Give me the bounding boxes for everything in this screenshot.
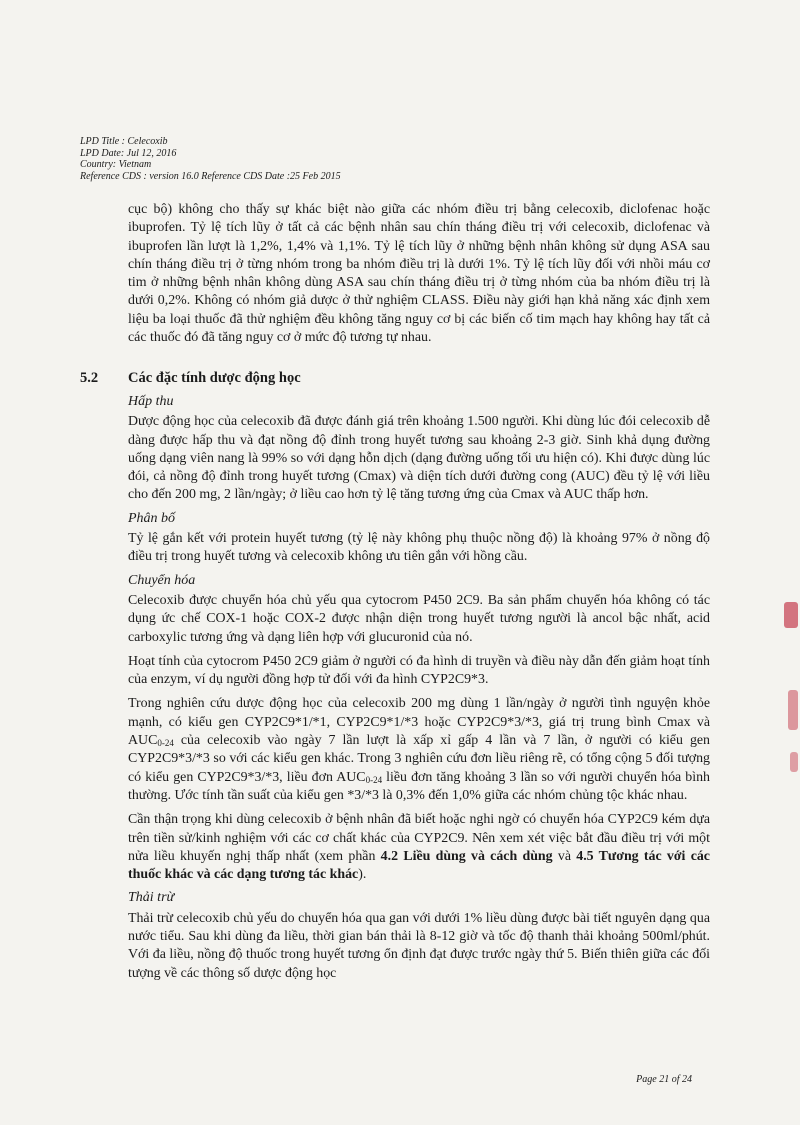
metabolism-paragraph-2: Hoạt tính của cytocrom P450 2C9 giảm ở người có đa hình di truyền và điều này dẫn đến giảm hoạt tính của enzym, ví dụ người đồng hợp tử đối với đa hình CYP2C9*3. xyxy=(128,653,710,688)
country: Country: Vietnam xyxy=(80,159,152,170)
body-main xyxy=(128,393,710,983)
body-upper xyxy=(128,201,710,347)
absorption-heading: Hấp thu xyxy=(128,394,174,409)
red-stamp-fragment-3 xyxy=(790,752,798,772)
cross-reference-4-2: 4.2 Liều dùng và cách dùng xyxy=(380,848,553,864)
page-number: Page 21 of 24 xyxy=(636,1074,692,1085)
metabolism-heading: Chuyển hóa xyxy=(128,572,196,588)
document-header xyxy=(80,136,480,182)
reference-cds: Reference CDS : version 16.0 Reference CDS Date :25 Feb 2015 xyxy=(80,170,341,182)
distribution-heading: Phân bố xyxy=(128,510,176,526)
lpd-title: LPD Title : Celecoxib xyxy=(80,136,168,147)
lpd-date: LPD Date: Jul 12, 2016 xyxy=(80,147,177,159)
metabolism-paragraph-3: Trong nghiên cứu dược động học của celecoxib 200 mg dùng 1 lần/ngày ở người tình nguyện khỏe mạnh, có kiểu gen CYP2C9*1/*1, CYP2C9*1/*3 hoặc CYP2C9*3/*3, giá trị trung bình Cmax và $AUC_{0-24}$ của celecoxib vào ngày 7 lần lượt là xấp xỉ gấp 4 lần và 7 lần, ở người có kiểu gen CYP2C9*3/*3 so với các kiểu gen khác. Trong 3 nghiên cứu đơn liều riêng rẽ, có tổng cộng 5 đối tượng có kiểu gen CYP2C9*3/*3, liều đơn $AUC_{0-24}$ liều đơn tăng khoảng 3 lần so với người chuyển hóa bình thường. Ước tính tần suất của kiểu gen *3/*3 là 0,3% đến 1,0% giữa các nhóm chủng tộc khác nhau. xyxy=(128,696,710,803)
intro-paragraph: cục bộ) không cho thấy sự khác biệt nào giữa các nhóm điều trị bằng celecoxib, diclofenac hoặc ibuprofen. Tỷ lệ tích lũy ở tất cả các bệnh nhân sau chín tháng điều trị với celecoxib, diclofenac và ibuprofen lần lượt là 1,2%, 1,4% và 1,1%. Tỷ lệ tích lũy ở những bệnh nhân không sử dụng ASA sau chín tháng điều trị ở từng nhóm trong ba nhóm điều trị là dưới 1%. Tỷ lệ tích lũy đối với nhồi máu cơ tim ở những bệnh nhân không dùng ASA sau chín tháng điều trị ở từng nhóm của ba nhóm điều trị là dưới 0,2%. Không có nhóm giả dược ở thử nghiệm CLASS. Điều này giới hạn khả năng xác định xem liệu ba loại thuốc đã thử nghiệm đều không tăng nguy cơ bị các biến cố tim mạch hay không hay tất cả các thuốc đó đã tăng nguy cơ ở mức độ tương tự nhau. xyxy=(128,202,710,346)
metabolism-paragraph-1: Celecoxib được chuyển hóa chủ yếu qua cytocrom P450 2C9. Ba sản phẩm chuyển hóa không có tác dụng ức chế COX-1 hoặc COX-2 được nhận diện trong huyết tương người là ancol bậc nhất, acid carboxylic tương ứng và dạng liên hợp với glucuronid của nó. xyxy=(128,592,710,645)
section-title: Các đặc tính dược động học xyxy=(128,370,301,386)
cross-reference-4-5: 4.5 Tương tác với các thuốc khác và các dạng tương tác khác xyxy=(128,848,710,883)
elimination-text: Thải trừ celecoxib chủ yếu do chuyển hóa qua gan với dưới 1% liều dùng được bài tiết nguyên dạng qua nước tiểu. Sau khi dùng đa liều, thời gian bán thải là 8-12 giờ và tốc độ thanh thải khoảng 500ml/phút. Với đa liều, nồng độ thuốc trong huyết tương ổn định đạt được trước ngày thứ 5. Biến thiên giữa các đối tượng về các thông số dược động học xyxy=(128,910,710,981)
absorption-text: Dược động học của celecoxib đã được đánh giá trên khoảng 1.500 người. Khi dùng lúc đói celecoxib dễ dàng được hấp thu và đạt nồng độ đỉnh trong huyết tương sau khoảng 2-3 giờ. Sinh khả dụng đường uống dạng viên nang là 99% so với dạng hỗn dịch (dạng đường uống tối ưu hiện có). Khi được dùng lúc đói, cả nồng độ đỉnh trong huyết tương (Cmax) và diện tích dưới đường cong (AUC) đều tỷ lệ với liều cho đến 200 mg, 2 lần/ngày; ở liều cao hơn tỷ lệ tăng tương ứng của Cmax và AUC thấp hơn. xyxy=(128,414,710,503)
distribution-text: Tỷ lệ gắn kết với protein huyết tương (tỷ lệ này không phụ thuộc nồng độ) là khoảng 97% ở nồng độ điều trị trong huyết tương và celecoxib không ưu tiên gắn với hồng cầu. xyxy=(128,531,710,565)
section-number: 5.2 xyxy=(80,370,99,386)
elimination-heading: Thải trừ xyxy=(128,890,175,906)
red-stamp-fragment-2 xyxy=(788,690,798,730)
red-stamp-fragment-1 xyxy=(784,602,798,628)
metabolism-paragraph-4: Cần thận trọng khi dùng celecoxib ở bệnh nhân đã biết hoặc nghi ngờ có chuyển hóa CYP2C9 kém dựa trên tiền sử/kinh nghiệm với các cơ chất khác của CYP2C9. Nên xem xét việc bắt đầu điều trị với một nửa liều khuyến nghị thấp nhất (xem phần 4.2 Liều dùng và cách dùng và 4.5 Tương tác với các thuốc khác và các dạng tương tác khác). xyxy=(128,812,710,883)
section-heading xyxy=(80,370,720,387)
